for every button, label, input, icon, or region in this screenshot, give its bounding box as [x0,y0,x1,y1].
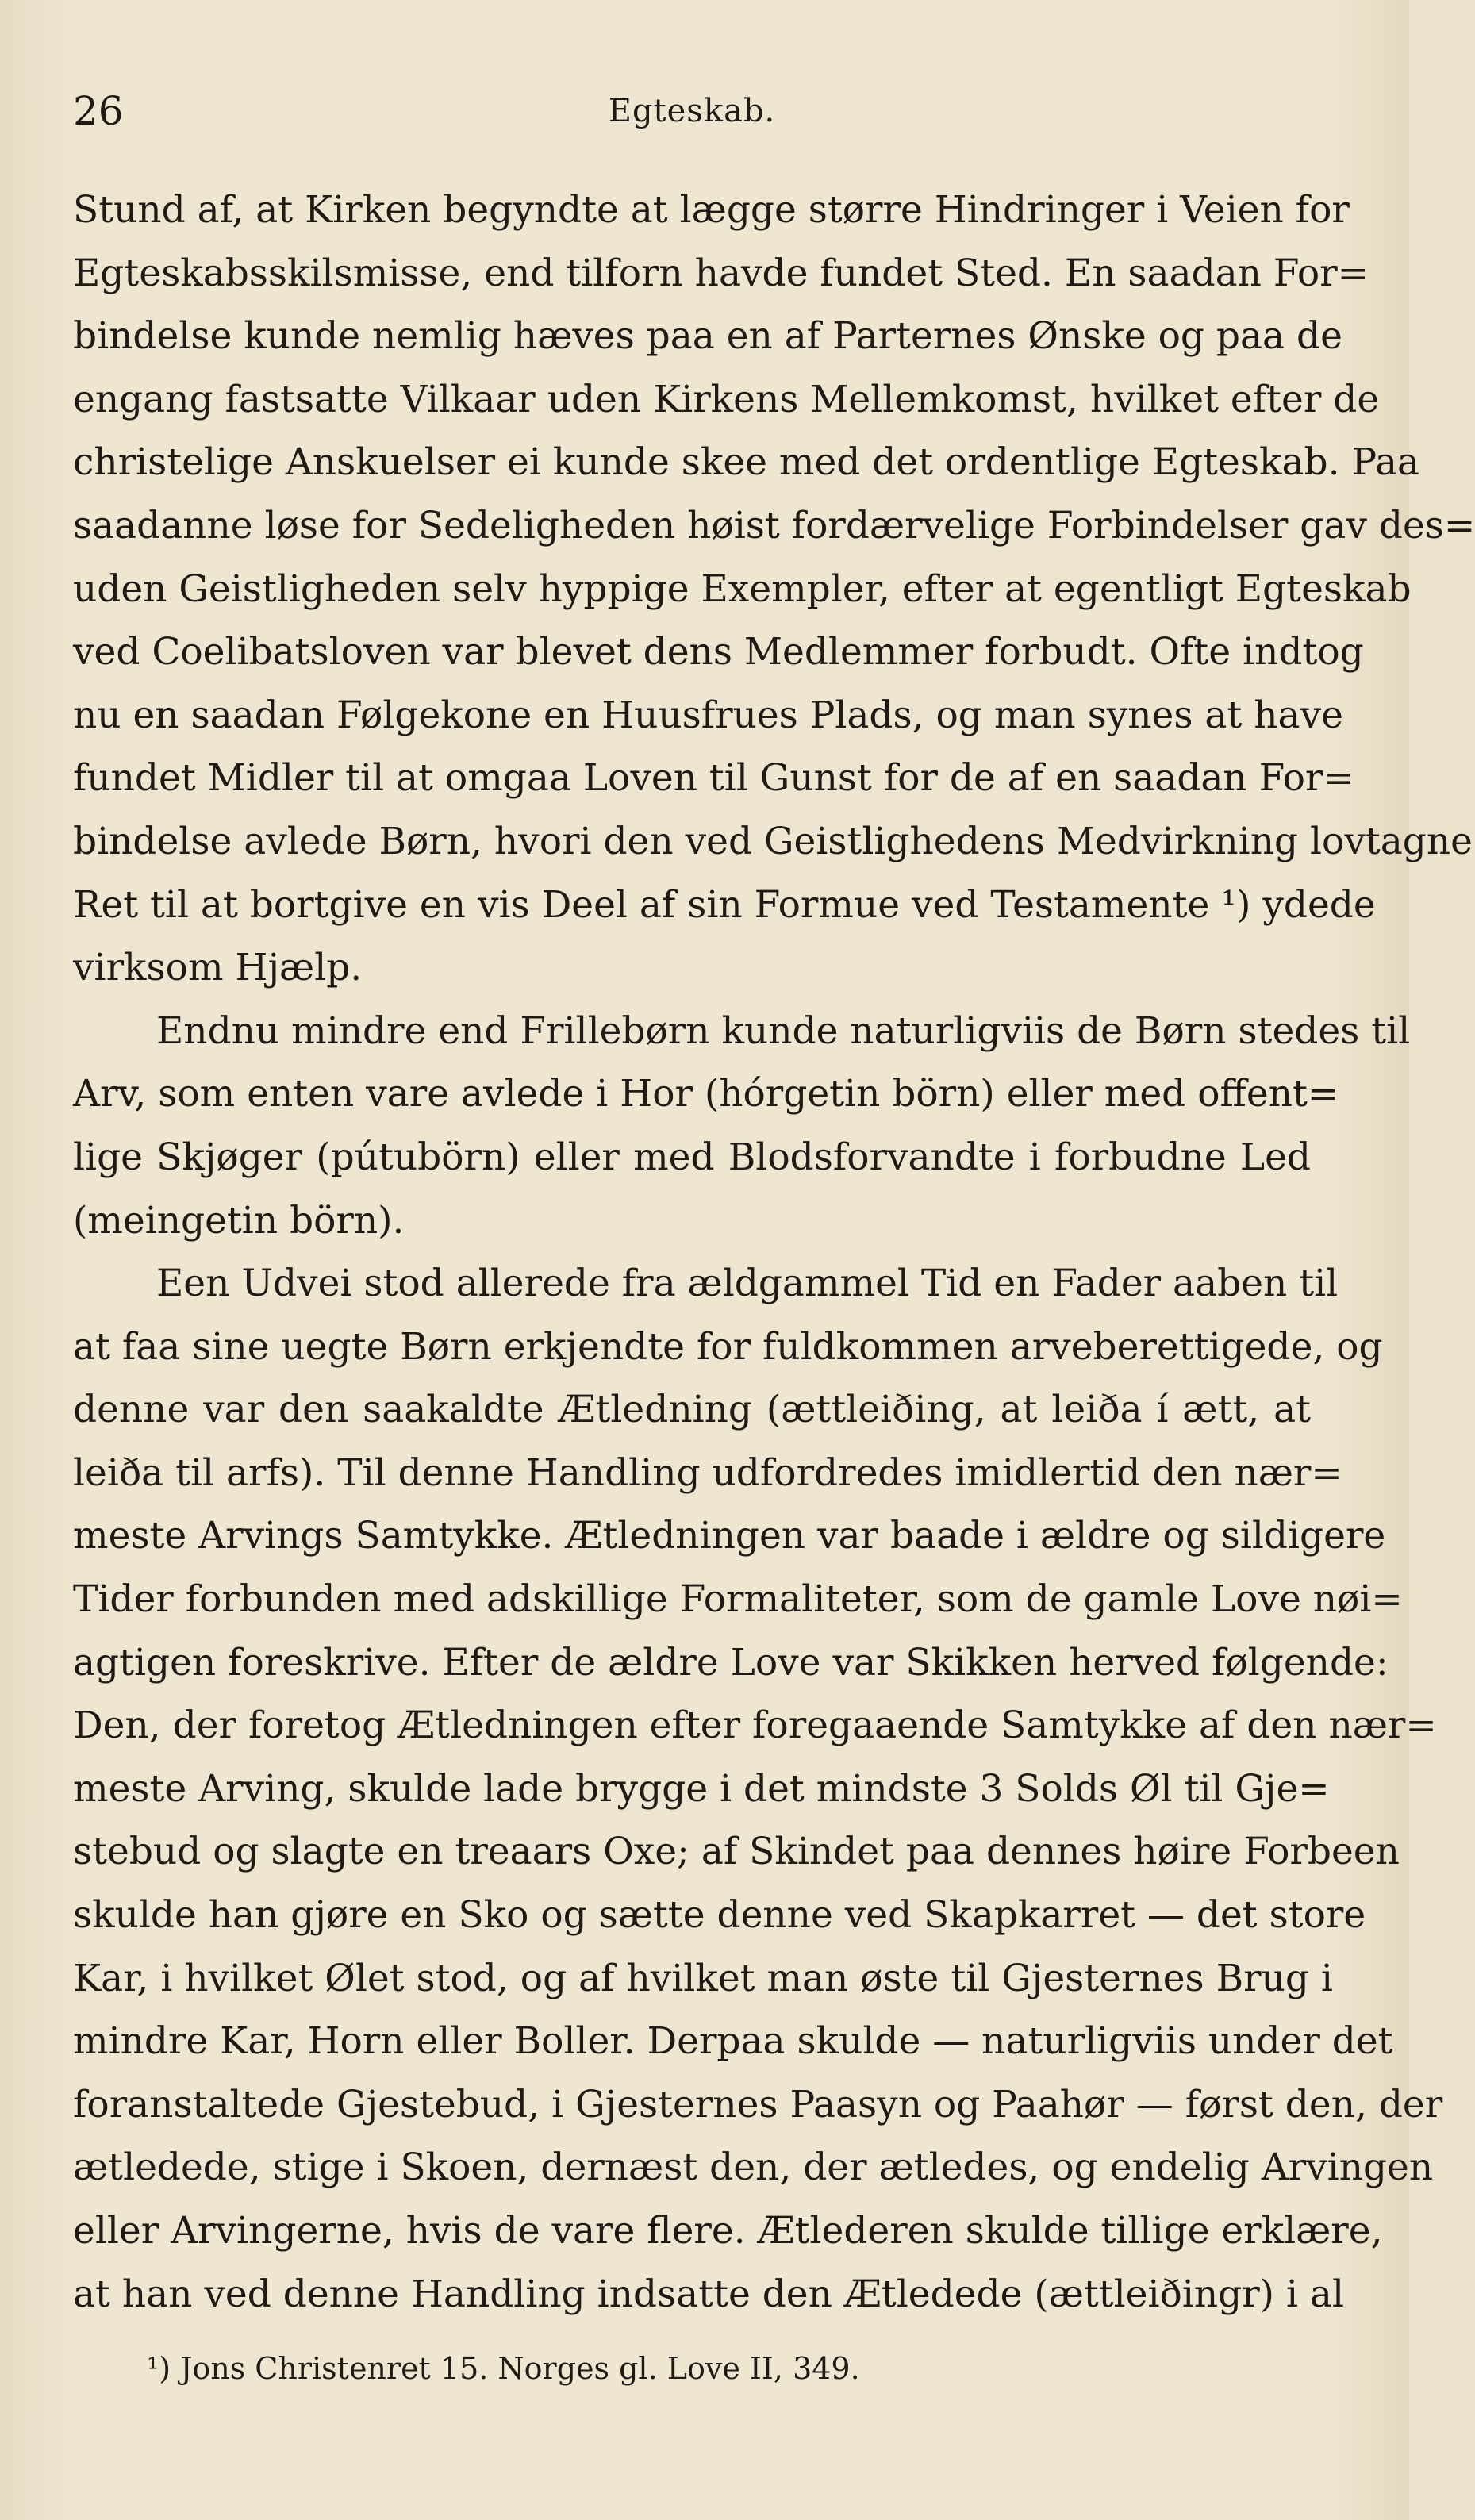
text-line: saadanne løse for Sedeligheden høist fordærvelige Forbindelser gav des= [73,503,1475,547]
text-line: eller Arvingerne, hvis de vare flere. Ætlederen skulde tillige erklære, [73,2209,1383,2253]
body-text [73,179,1475,2326]
text-line: mindre Kar, Horn eller Boller. Derpaa skulde — naturligviis under det [73,2019,1393,2064]
text-line: Ret til at bortgive en vis Deel af sin Formue ved Testamente ¹) ydede [73,882,1376,927]
text-line: virksom Hjælp. [73,946,363,990]
text-line: agtigen foreskrive. Efter de ældre Love var Skikken herved følgende: [73,1640,1389,1684]
running-title: Egteskab. [608,93,776,129]
text-line: Endnu mindre end Frillebørn kunde naturligviis de Børn stedes til [156,1008,1411,1053]
text-line: Een Udvei stod allerede fra ældgammel Tid en Fader aaben til [156,1262,1339,1306]
text-line: foranstaltede Gjestebud, i Gjesternes Paasyn og Paahør — først den, der [73,2082,1443,2126]
text-line: denne var den saakaldte Ætledning (ættleiðing, at leiða í ætt, at [73,1388,1311,1432]
text-line: meste Arving, skulde lade brygge i det mindste 3 Solds Øl til Gje= [73,1766,1330,1811]
page-number: 26 [73,88,124,134]
text-line: Tider forbunden med adskillige Formaliteter, som de gamle Love nøi= [73,1577,1403,1622]
text-line: at han ved denne Handling indsatte den Ætledede (ættleiðingr) i al [73,2272,1344,2316]
footnote: ¹) Jons Christenret 15. Norges gl. Love II, 349. [147,2351,860,2386]
text-line: leiða til arfs). Til denne Handling udfordredes imidlertid den nær= [73,1450,1342,1495]
text-line: fundet Midler til at omgaa Loven til Gunst for de af en saadan For= [73,756,1354,801]
text-line: ved Coelibatsloven var blevet dens Medlemmer forbudt. Ofte indtog [73,630,1364,674]
text-line: ætledede, stige i Skoen, dernæst den, der ætledes, og endelig Arvingen [73,2145,1434,2190]
text-line: Arv, som enten vare avlede i Hor (hórgetin börn) eller med offent= [73,1072,1339,1116]
text-line: skulde han gjøre en Sko og sætte denne ved Skapkarret — det store [73,1893,1366,1938]
text-line: meste Arvings Samtykke. Ætledningen var baade i ældre og sildigere [73,1514,1386,1558]
text-line: christelige Anskuelser ei kunde skee med det ordentlige Egteskab. Paa [73,440,1420,485]
text-line: Kar, i hvilket Ølet stod, og af hvilket man øste til Gjesternes Brug i [73,1956,1333,2000]
text-line: bindelse avlede Børn, hvori den ved Geistlighedens Medvirkning lovtagne [73,819,1473,863]
paragraph [73,179,1475,1000]
text-line: bindelse kunde nemlig hæves paa en af Parternes Ønske og paa de [73,314,1342,359]
text-line: Den, der foretog Ætledningen efter foregaaende Samtykke af den nær= [73,1704,1437,1748]
text-line: nu en saadan Følgekone en Huusfrues Plads, og man synes at have [73,693,1343,737]
text-line: uden Geistligheden selv hyppige Exempler, efter at egentligt Egteskab [73,567,1412,611]
text-line: Stund af, at Kirken begyndte at lægge større Hindringer i Veien for [73,188,1350,232]
text-line: lige Skjøger (pútubörn) eller med Blodsforvandte i forbudne Led [73,1135,1311,1179]
text-line: engang fastsatte Vilkaar uden Kirkens Mellemkomst, hvilket efter de [73,377,1380,421]
text-line: at faa sine uegte Børn erkjendte for fuldkommen arveberettigede, og [73,1324,1383,1369]
text-line: (meingetin börn). [73,1198,405,1243]
text-line: stebud og slagte en treaars Oxe; af Skindet paa dennes høire Forbeen [73,1830,1400,1874]
page-header [73,83,1311,139]
paragraph [73,1252,1443,2326]
paragraph [73,1000,1411,1252]
text-line: Egteskabsskilsmisse, end tilforn havde fundet Sted. En saadan For= [73,251,1369,295]
